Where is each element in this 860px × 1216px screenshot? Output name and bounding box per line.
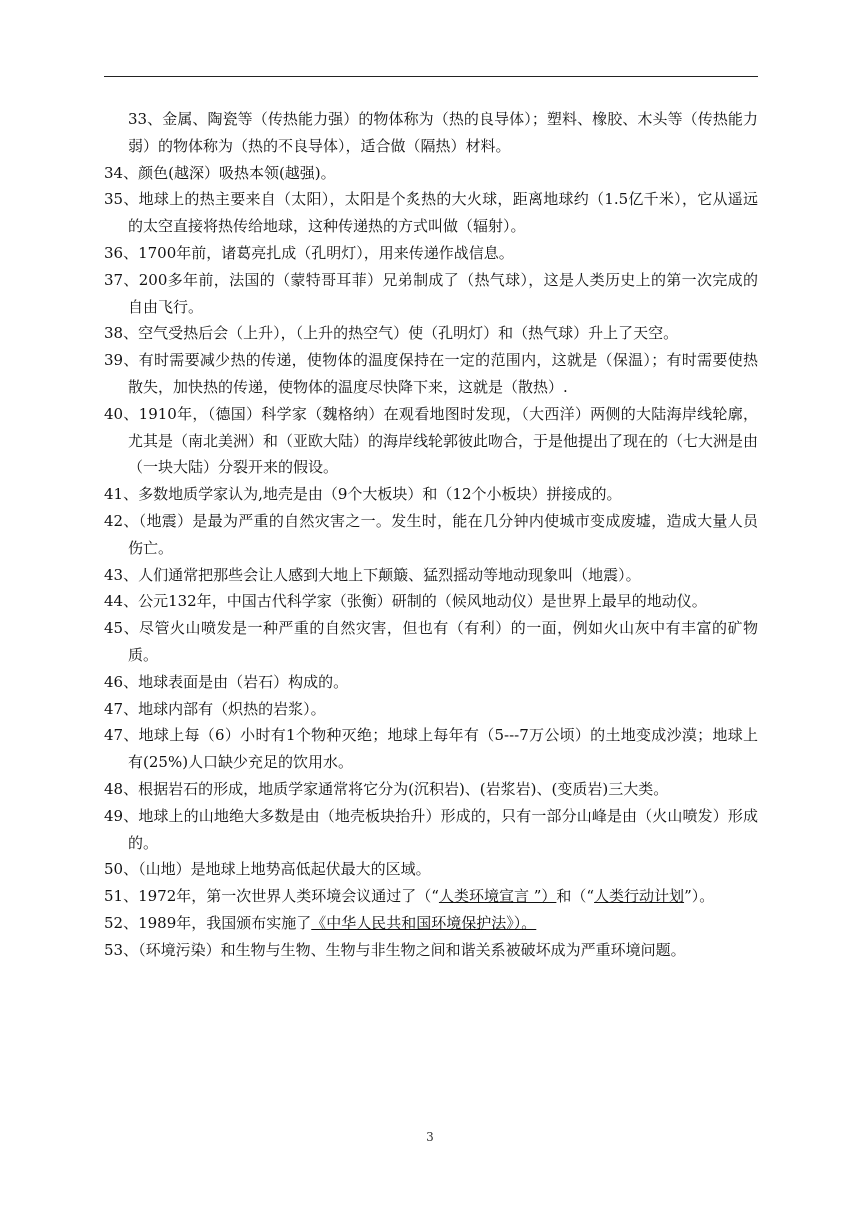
list-item-45: 45、尽管火山喷发是一种严重的自然灾害，但也有（有利）的一面，例如火山灰中有丰富的矿物质。 xyxy=(104,619,758,664)
list-item-52 xyxy=(104,910,758,937)
list-item-37: 37、200多年前，法国的（蒙特哥耳菲）兄弟制成了（热气球），这是人类历史上的第一次完成的自由飞行。 xyxy=(104,270,758,316)
item-list xyxy=(104,106,758,964)
item-51-underline-2: 人类行动计划 xyxy=(594,887,685,906)
list-item-48: 48、根据岩石的形成，地质学家通常将它分为(沉积岩)、(岩浆岩)、(变质岩)三大类。 xyxy=(104,779,669,798)
list-item-47a: 47、地球内部有（炽热的岩浆）。 xyxy=(104,699,326,718)
list-item-41: 41、多数地质学家认为,地壳是由（9个大板块）和（12个小板块）拼接成的。 xyxy=(104,485,622,504)
list-item-51 xyxy=(104,883,758,910)
item-51-prefix: 51、1972年，第一次世界人类环境会议通过了（“ xyxy=(104,887,439,906)
list-item-42: 42、（地震）是最为严重的自然灾害之一。发生时，能在几分钟内使城市变成废墟，造成大量人员伤亡。 xyxy=(104,511,758,557)
list-item-35: 35、地球上的热主要来自（太阳），太阳是个炙热的大火球，距离地球约（1.5亿千米），它从遥远的太空直接将热传给地球，这种传递热的方式叫做（辐射）。 xyxy=(104,190,758,236)
item-51-middle: 和（“ xyxy=(556,887,595,906)
item-52-prefix: 52、1989年，我国颁布实施了 xyxy=(104,913,312,932)
list-item-38: 38、空气受热后会（上升），（上升的热空气）使（孔明灯）和（热气球）升上了天空。 xyxy=(104,324,679,343)
list-item-33: 33、金属、陶瓷等（传热能力强）的物体称为（热的良导体）；塑料、橡胶、木头等（传热能力弱）的物体称为（热的不良导体），适合做（隔热）材料。 xyxy=(128,110,758,155)
item-51-suffix: ”）。 xyxy=(684,887,715,906)
list-item-50: 50、（山地）是地球上地势高低起伏最大的区域。 xyxy=(104,860,431,879)
list-item-46: 46、地球表面是由（岩石）构成的。 xyxy=(104,672,349,691)
list-item-36: 36、1700年前，诸葛亮扎成（孔明灯），用来传递作战信息。 xyxy=(104,243,514,262)
list-item-53: 53、（环境污染）和生物与生物、生物与非生物之间和谐关系被破坏成为严重环境问题。 xyxy=(104,940,686,959)
list-item-34: 34、颜色(越深）吸热本领(越强)。 xyxy=(104,163,336,182)
list-item-44: 44、公元132年，中国古代科学家（张衡）研制的（候风地动仪）是世界上最早的地动仪。 xyxy=(104,592,707,611)
list-item-47b: 47、地球上每（6）小时有1个物种灭绝；地球上每年有（5---7万公顷）的土地变成沙漠；地球上有(25%)人口缺少充足的饮用水。 xyxy=(104,726,758,772)
list-item-40: 40、1910年，（德国）科学家（魏格纳）在观看地图时发现，（大西洋）两侧的大陆海岸线轮廓，尤其是（南北美洲）和（亚欧大陆）的海岸线轮郭彼此吻合，于是他提出了现在的（七大洲是由（一块大陆）分裂开来的假设。 xyxy=(104,404,759,477)
item-51-underline-1: 人类环境宣言 ”） xyxy=(438,887,557,906)
header-rule xyxy=(104,76,758,77)
list-item-49: 49、地球上的山地绝大多数是由（地壳板块抬升）形成的，只有一部分山峰是由（火山喷发）形成的。 xyxy=(104,806,758,852)
list-item-39: 39、有时需要减少热的传递，使物体的温度保持在一定的范围内，这就是（保温）；有时需要使热散失，加快热的传递，使物体的温度尽快降下来，这就是（散热）. xyxy=(104,351,758,396)
list-item-43: 43、人们通常把那些会让人感到大地上下颠簸、猛烈摇动等地动现象叫（地震）。 xyxy=(104,565,641,584)
item-52-underline: 《中华人民共和国环境保护法》）。 xyxy=(311,913,537,932)
page-number: 3 xyxy=(426,1130,434,1144)
